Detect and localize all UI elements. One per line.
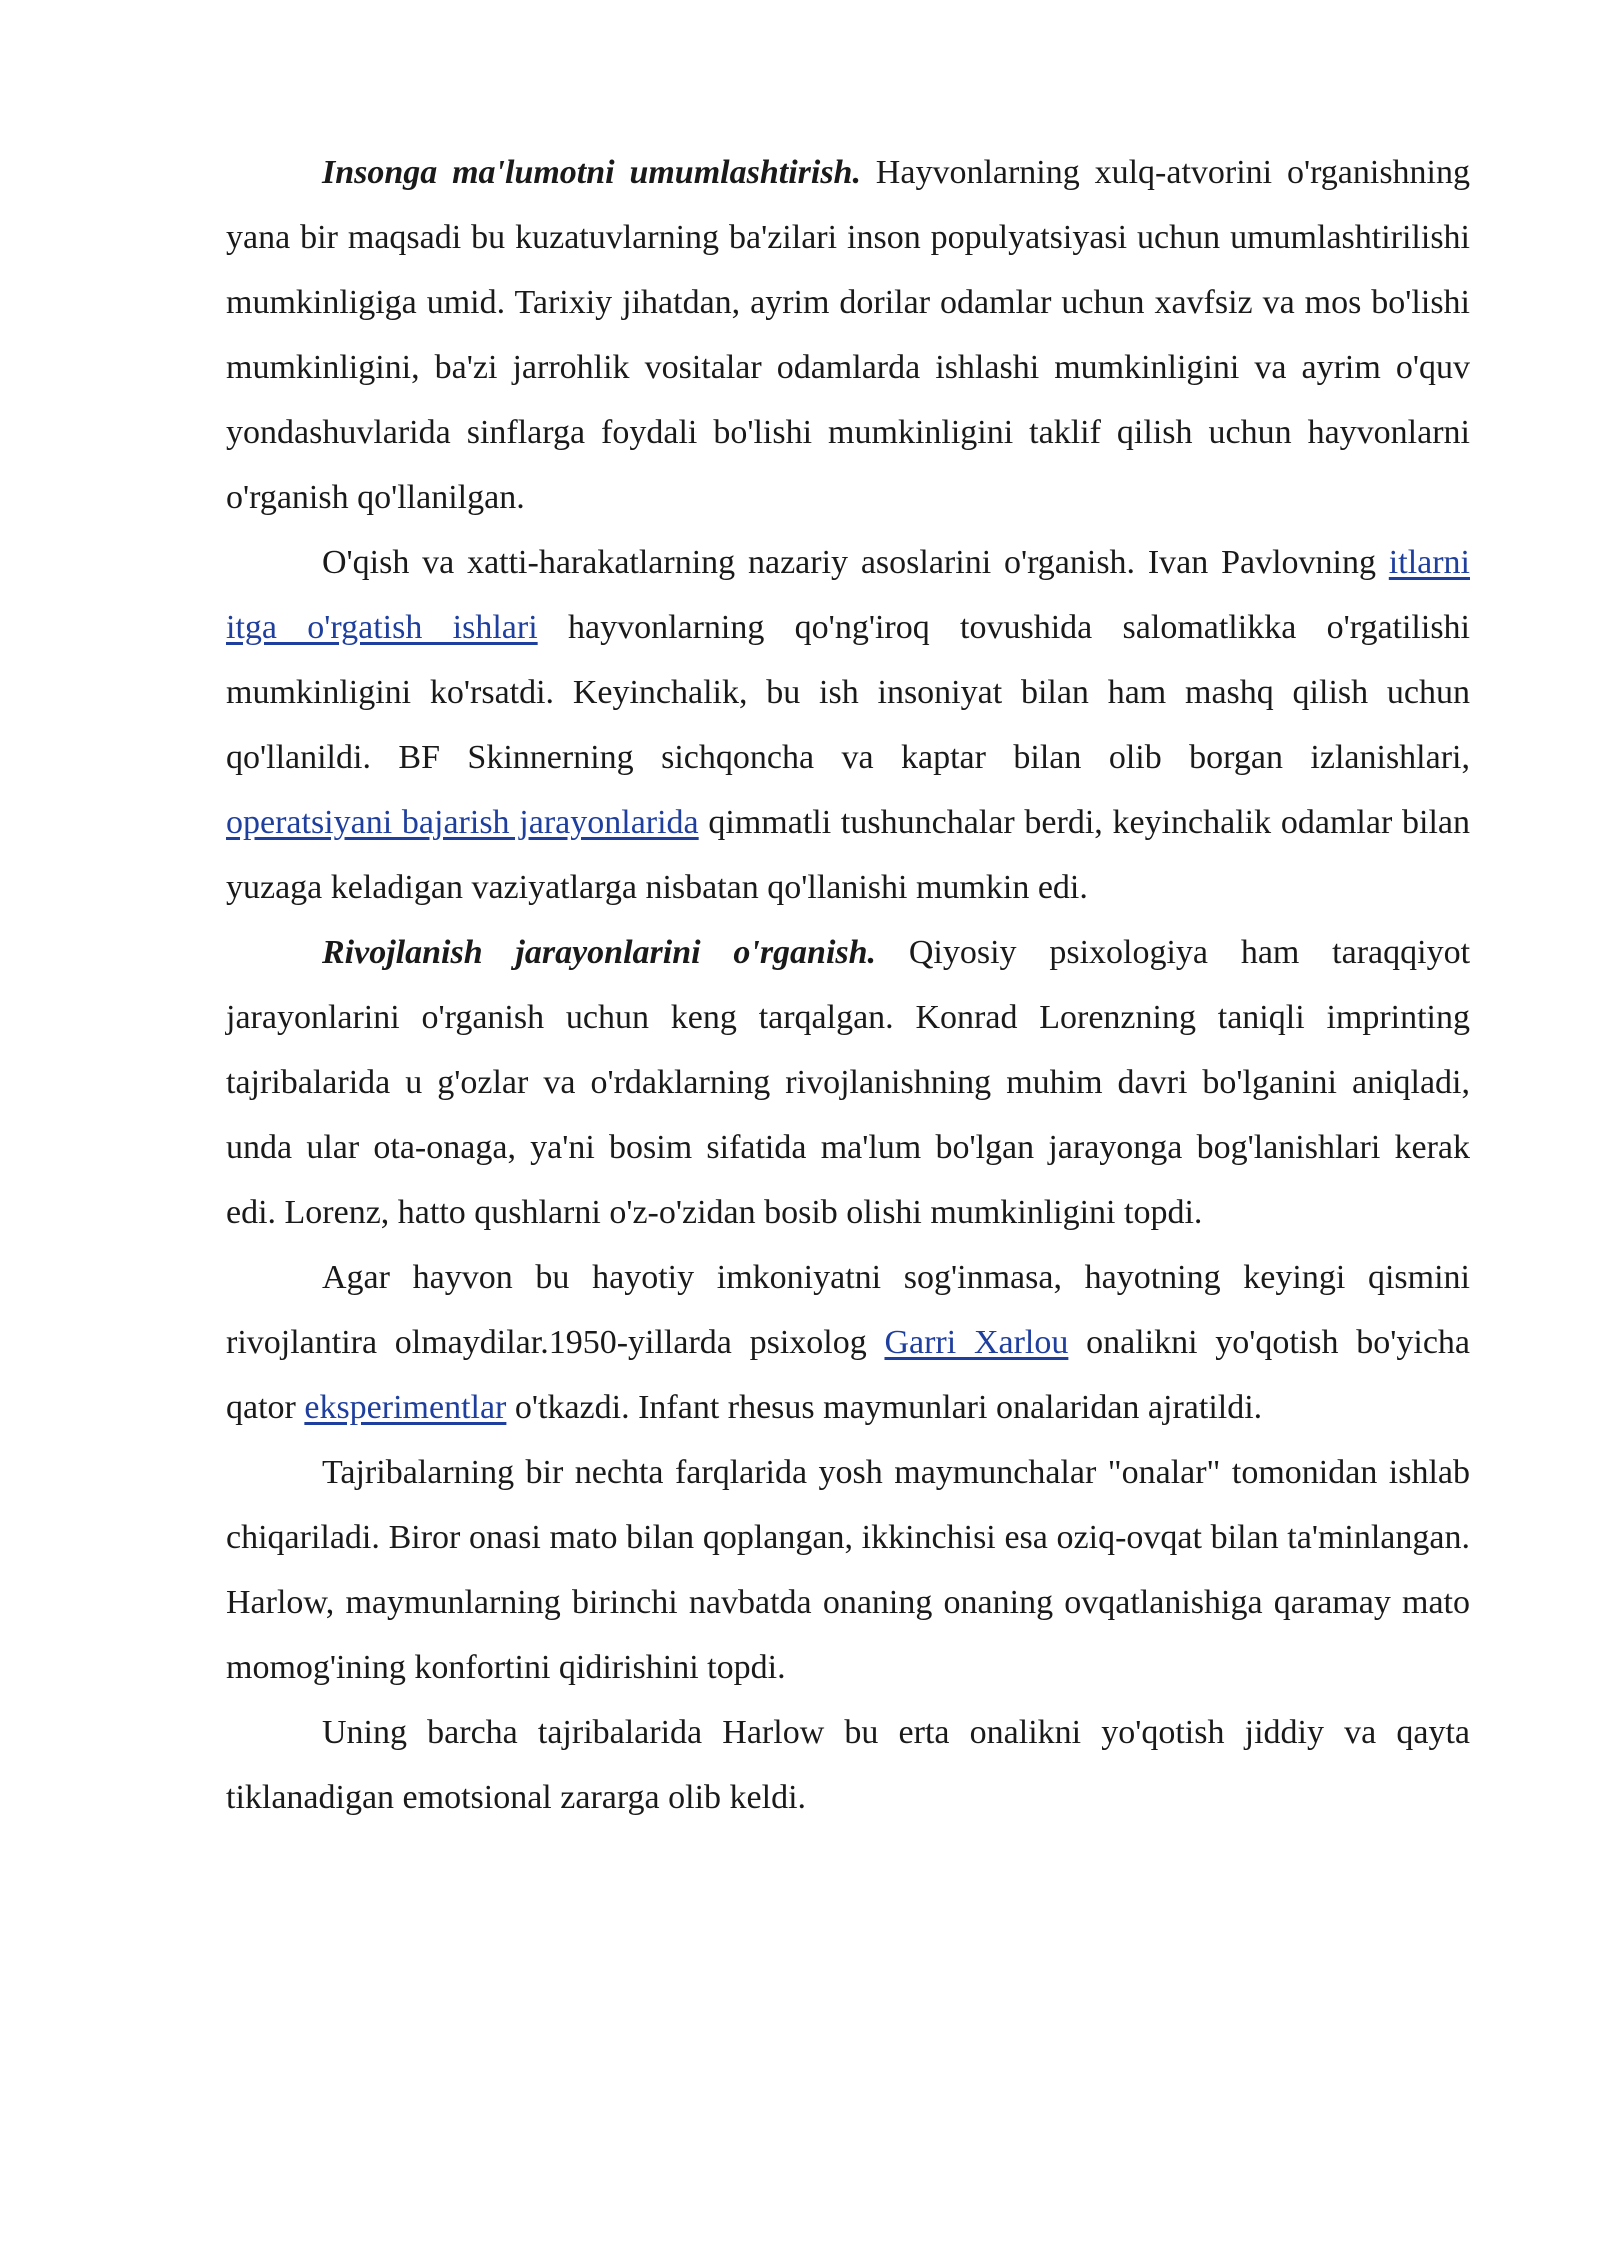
paragraph-text: o'tkazdi. Infant rhesus maymunlari onalaridan ajratildi.: [506, 1389, 1263, 1426]
paragraph-text: Tajribalarning bir nechta farqlarida yosh maymunchalar "onalar" tomonidan ishlab chiqariladi. Biror onasi mato bilan qoplangan, ikkinchisi esa oziq-ovqat bilan ta'minlangan. Harlow, maymunlarning birinchi navbatda onaning onaning ovqatlanishiga qaramay mato momog'ining konfortini qidirishini topdi.: [226, 1454, 1470, 1686]
paragraph-harlow: [226, 1245, 1470, 1440]
link-operant-conditioning[interactable]: operatsiyani bajarish jarayonlarida: [226, 804, 699, 841]
section-heading-development: Rivojlanish jarayonlarini o'rganish.: [322, 934, 877, 971]
section-heading-generalization: Insonga ma'lumotni umumlashtirish.: [322, 154, 861, 191]
paragraph-development: [226, 920, 1470, 1245]
paragraph-text: Qiyosiy psixologiya ham taraqqiyot jarayonlarini o'rganish uchun keng tarqalgan. Konrad Lorenzning taniqli imprinting tajribalarida u g'ozlar va o'rdaklarning rivojlanishning muhim davri bo'lganini aniqladi, unda ular ota-onaga, ya'ni bosim sifatida ma'lum bo'lgan jarayonga bog'lanishlari kerak edi. Lorenz, hatto qushlarni o'z-o'zidan bosib olishi mumkinligini topdi.: [226, 934, 1471, 1231]
link-harry-harlow[interactable]: Garri Xarlou: [884, 1324, 1069, 1361]
paragraph-generalization: [226, 140, 1470, 530]
paragraph-text: onalikni yo'qotish bo'yicha qator: [226, 1324, 1470, 1426]
paragraph-text: Uning barcha tajribalarida Harlow bu erta onalikni yo'qotish jiddiy va qayta tiklanadigan emotsional zararga olib keldi.: [226, 1714, 1470, 1816]
paragraph-text: Agar hayvon bu hayotiy imkoniyatni sog'inmasa, hayotning keyingi qismini rivojlantira olmaydilar.1950-yillarda psixolog: [226, 1259, 1470, 1361]
paragraph-text: hayvonlarning qo'ng'iroq tovushida salomatlikka o'rgatilishi mumkinligini ko'rsatdi. Keyinchalik, bu ish insoniyat bilan ham mashq qilish uchun qo'llanildi. BF Skinnerning sichqoncha va kaptar bilan olib borgan izlanishlari,: [226, 609, 1470, 776]
link-experiments[interactable]: eksperimentlar: [304, 1389, 507, 1426]
link-pavlov-dogs[interactable]: itlarni itga o'rgatish ishlari: [226, 544, 1470, 646]
paragraph-conclusion: [226, 1700, 1470, 1830]
paragraph-surrogate-mothers: [226, 1440, 1470, 1700]
paragraph-text: O'qish va xatti-harakatlarning nazariy asoslarini o'rganish. Ivan Pavlovning: [322, 544, 1389, 581]
paragraph-text: Hayvonlarning xulq-atvorini o'rganishning yana bir maqsadi bu kuzatuvlarning ba'zilari inson populyatsiyasi uchun umumlashtirilishi mumkinligiga umid. Tarixiy jihatdan, ayrim dorilar odamlar uchun xavfsiz va mos bo'lishi mumkinligini, ba'zi jarrohlik vositalar odamlarda ishlashi mumkinligini va ayrim o'quv yondashuvlarida sinflarga foydali bo'lishi mumkinligini taklif qilish uchun hayvonlarni o'rganish qo'llanilgan.: [226, 154, 1470, 516]
paragraph-text: qimmatli tushunchalar berdi, keyinchalik odamlar bilan yuzaga keladigan vaziyatlarga nisbatan qo'llanishi mumkin edi.: [226, 804, 1471, 906]
document-page: [226, 140, 1470, 1830]
paragraph-learning-theory: [226, 530, 1470, 920]
